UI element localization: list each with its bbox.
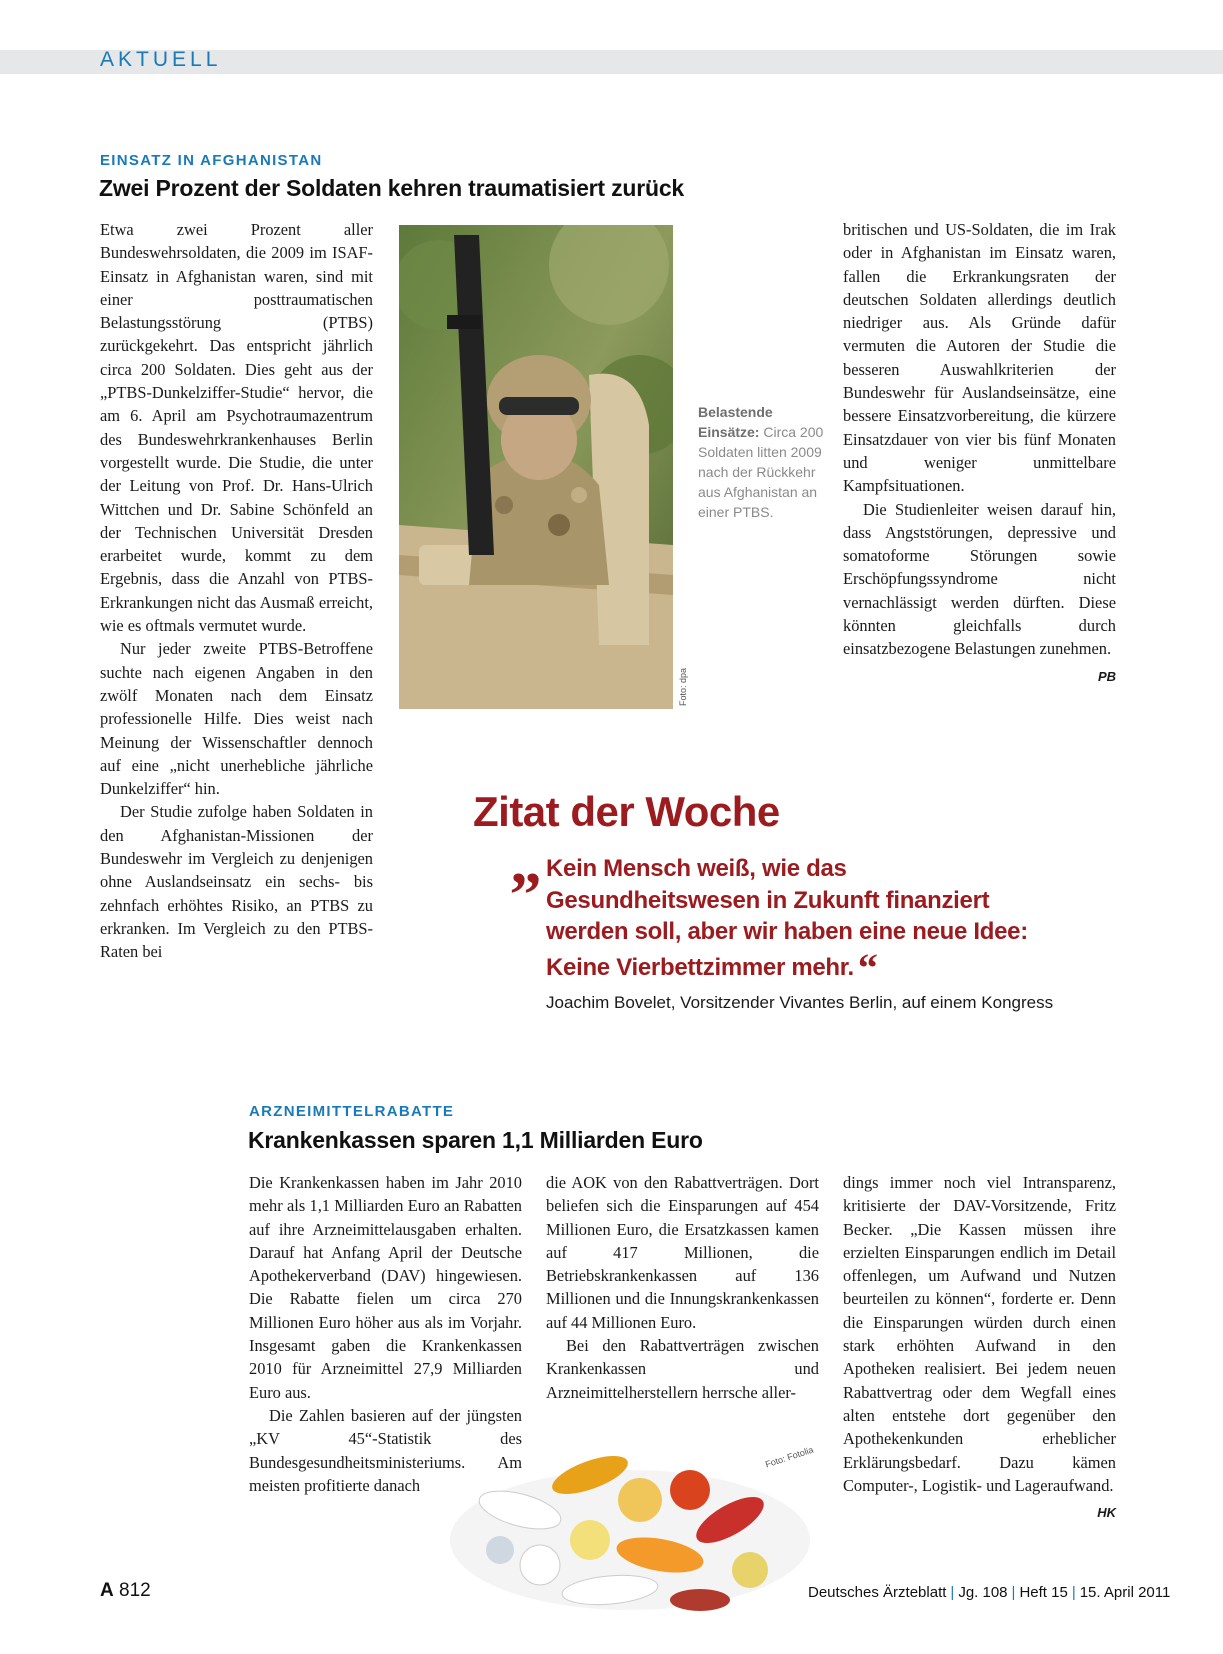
quote-of-week-title: Zitat der Woche [473,788,780,835]
paragraph: britischen und US-Soldaten, die im Irak oder in Afghanistan im Einsatz waren, fallen die Erkrankungsraten der deutschen Soldaten allerdings deutlich niedriger aus. Als Gründe dafür vermuten die Autoren der Studie die besseren Auswahlkriterien der Bundeswehr für Auslandseinsätze, eine bessere Einsatzvorbereitung, die kürzere Einsatzdauer von vier bis fünf Monaten und weniger unmittelbare Kampfsituationen. [843,220,1116,496]
paragraph: die AOK von den Rabattverträgen. Dort beliefen sich die Einsparungen auf 454 Millionen Euro, die Ersatzkassen kamen auf 417 Millionen, die Betriebskrankenkassen auf 136 Millionen und die Innungskrankenkassen auf 44 Millionen Euro. [546,1173,819,1332]
pills-image [440,1430,820,1620]
article1-kicker: EINSATZ IN AFGHANISTAN [100,152,323,169]
paragraph: dings immer noch viel Intransparenz, kritisierte der DAV-Vorsitzende, Fritz Becker. „Die Kassen müssen ihre erzielten Einsparungen endlich im Detail offenlegen, um Aufwand und Nutzen beurteilen zu können“, forderte er. Denn die Einsparungen würden durch einen stark erhöhten Aufwand in den Apotheken realisiert. Bei jedem neuen Rabattvertrag oder dem Wegfall eines alten entstehe dort gegenüber den Apothekenkunden erheblicher Erklärungsbedarf. Dazu kämen Computer-, Logistik- und Lageraufwand. HK [843,1171,1116,1497]
journal-date: 15. April 2011 [1079,1584,1171,1601]
paragraph: Die Zahlen basieren auf der jüngsten „KV 45“-Statistik des Bundesgesundheitsministeriums. Am meisten profitierte danach [249,1405,522,1495]
caption-text: Circa 200 Soldaten litten 2009 nach der Rückkehr aus Afghanistan an einer PTBS. [698,424,824,520]
quote-attribution: Joachim Bovelet, Vorsitzender Vivantes Berlin, auf einem Kongress [546,993,1054,1012]
article1-column-1 [100,218,373,964]
opening-quote-mark: „ [510,826,542,897]
journal-volume: Jg. 108 [958,1584,1008,1601]
journal-issue: Heft 15 [1019,1584,1068,1601]
author-initials: HK [1097,1505,1116,1521]
paragraph: Etwa zwei Prozent aller Bundeswehrsoldaten, die 2009 im ISAF-Einsatz in Afghanistan waren, sind mit einer posttraumatischen Belastungsstörung (PTBS) zurückgekehrt. Das entspricht jährlich circa 200 Soldaten. Dies geht aus der „PTBS-Dunkelziffer-Studie“ hervor, die am 6. April am Psychotraumazentrum des Bundeswehrkrankenhauses Berlin vorgestellt wurde. Die Studie, die unter der Leitung von Prof. Dr. Hans-Ulrich Wittchen und Dr. Sabine Schönfeld an der Technischen Universität Dresden erarbeitet wurde, kommt zu dem Ergebnis, dass die Anzahl von PTBS-Erkrankungen nicht das Ausmaß erreicht, wie es oftmals vermutet wurde. [100,220,373,636]
paragraph: Die Krankenkassen haben im Jahr 2010 mehr als 1,1 Milliarden Euro an Rabatten auf ihre Arzneimittelausgaben erhalten. Darauf hat Anfang April der Deutsche Apothekerverband (DAV) hingewiesen. Die Rabatte fielen um circa 270 Millionen Euro höher aus als im Vorjahr. Insgesamt gaben die Krankenkassen 2010 für Arzneimittel 27,9 Milliarden Euro aus. [249,1173,522,1402]
paragraph: Bei den Rabattverträgen zwischen Krankenkassen und Arzneimittelherstellern herrsche aller- [546,1336,819,1402]
soldier-photo [399,225,673,709]
closing-quote-mark: “ [857,944,878,990]
quote-text: Kein Mensch weiß, wie das Gesundheitswesen in Zukunft finanziert werden soll, aber wir haben eine neue Idee: Keine Vierbettzimmer mehr. “ [546,855,1028,990]
article2-column-3 [843,1171,1116,1524]
article1-column-2 [843,218,1116,688]
paragraph: Der Studie zufolge haben Soldaten in den Afghanistan-Missionen der Bundeswehr im Vergleich zu denjenigen ohne Auslandseinsatz ein sechs- bis zehnfach erhöhtes Risiko, an PTBS zu erkranken. Im Vergleich zu den PTBS-Raten bei [100,802,373,962]
article2-kicker: ARZNEIMITTELRABATTE [249,1103,455,1120]
paragraph: Die Studienleiter weisen darauf hin, dass Angststörungen, depressive und somatoforme Störungen sowie Erschöpfungssyndrome nicht vernachlässigt werden dürften. Diese könnten gleichfalls durch einsatzbezogene Belastungen zunehmen. PB [843,498,1116,661]
paragraph: Nur jeder zweite PTBS-Betroffene suchte nach eigenen Angaben in den zwölf Monaten nach dem Einsatz professionelle Hilfe. Dies weist nach Meinung der Wissenschaftler dennoch auf eine „nicht unerhebliche jährliche Dunkelziffer“ hin. [100,639,373,799]
caption-lead: Belastende Einsätze: [698,404,773,440]
article2-headline: Krankenkassen sparen 1,1 Milliarden Euro [248,1127,703,1153]
author-initials: PB [1097,668,1116,684]
journal-footer: Deutsches Ärzteblatt | Jg. 108 | Heft 15 | 15. April 2011 [808,1584,1171,1601]
pills-photo-credit: Foto: Fotolia [764,1444,815,1470]
page-number: A 812 [100,1580,151,1601]
journal-name: Deutsches Ärzteblatt [808,1584,947,1601]
photo-caption [698,402,828,522]
article2-column-2 [546,1171,819,1404]
photo-credit: Foto: dpa [678,667,688,706]
article1-headline: Zwei Prozent der Soldaten kehren traumatisiert zurück [99,175,684,201]
section-label: AKTUELL [100,48,222,71]
